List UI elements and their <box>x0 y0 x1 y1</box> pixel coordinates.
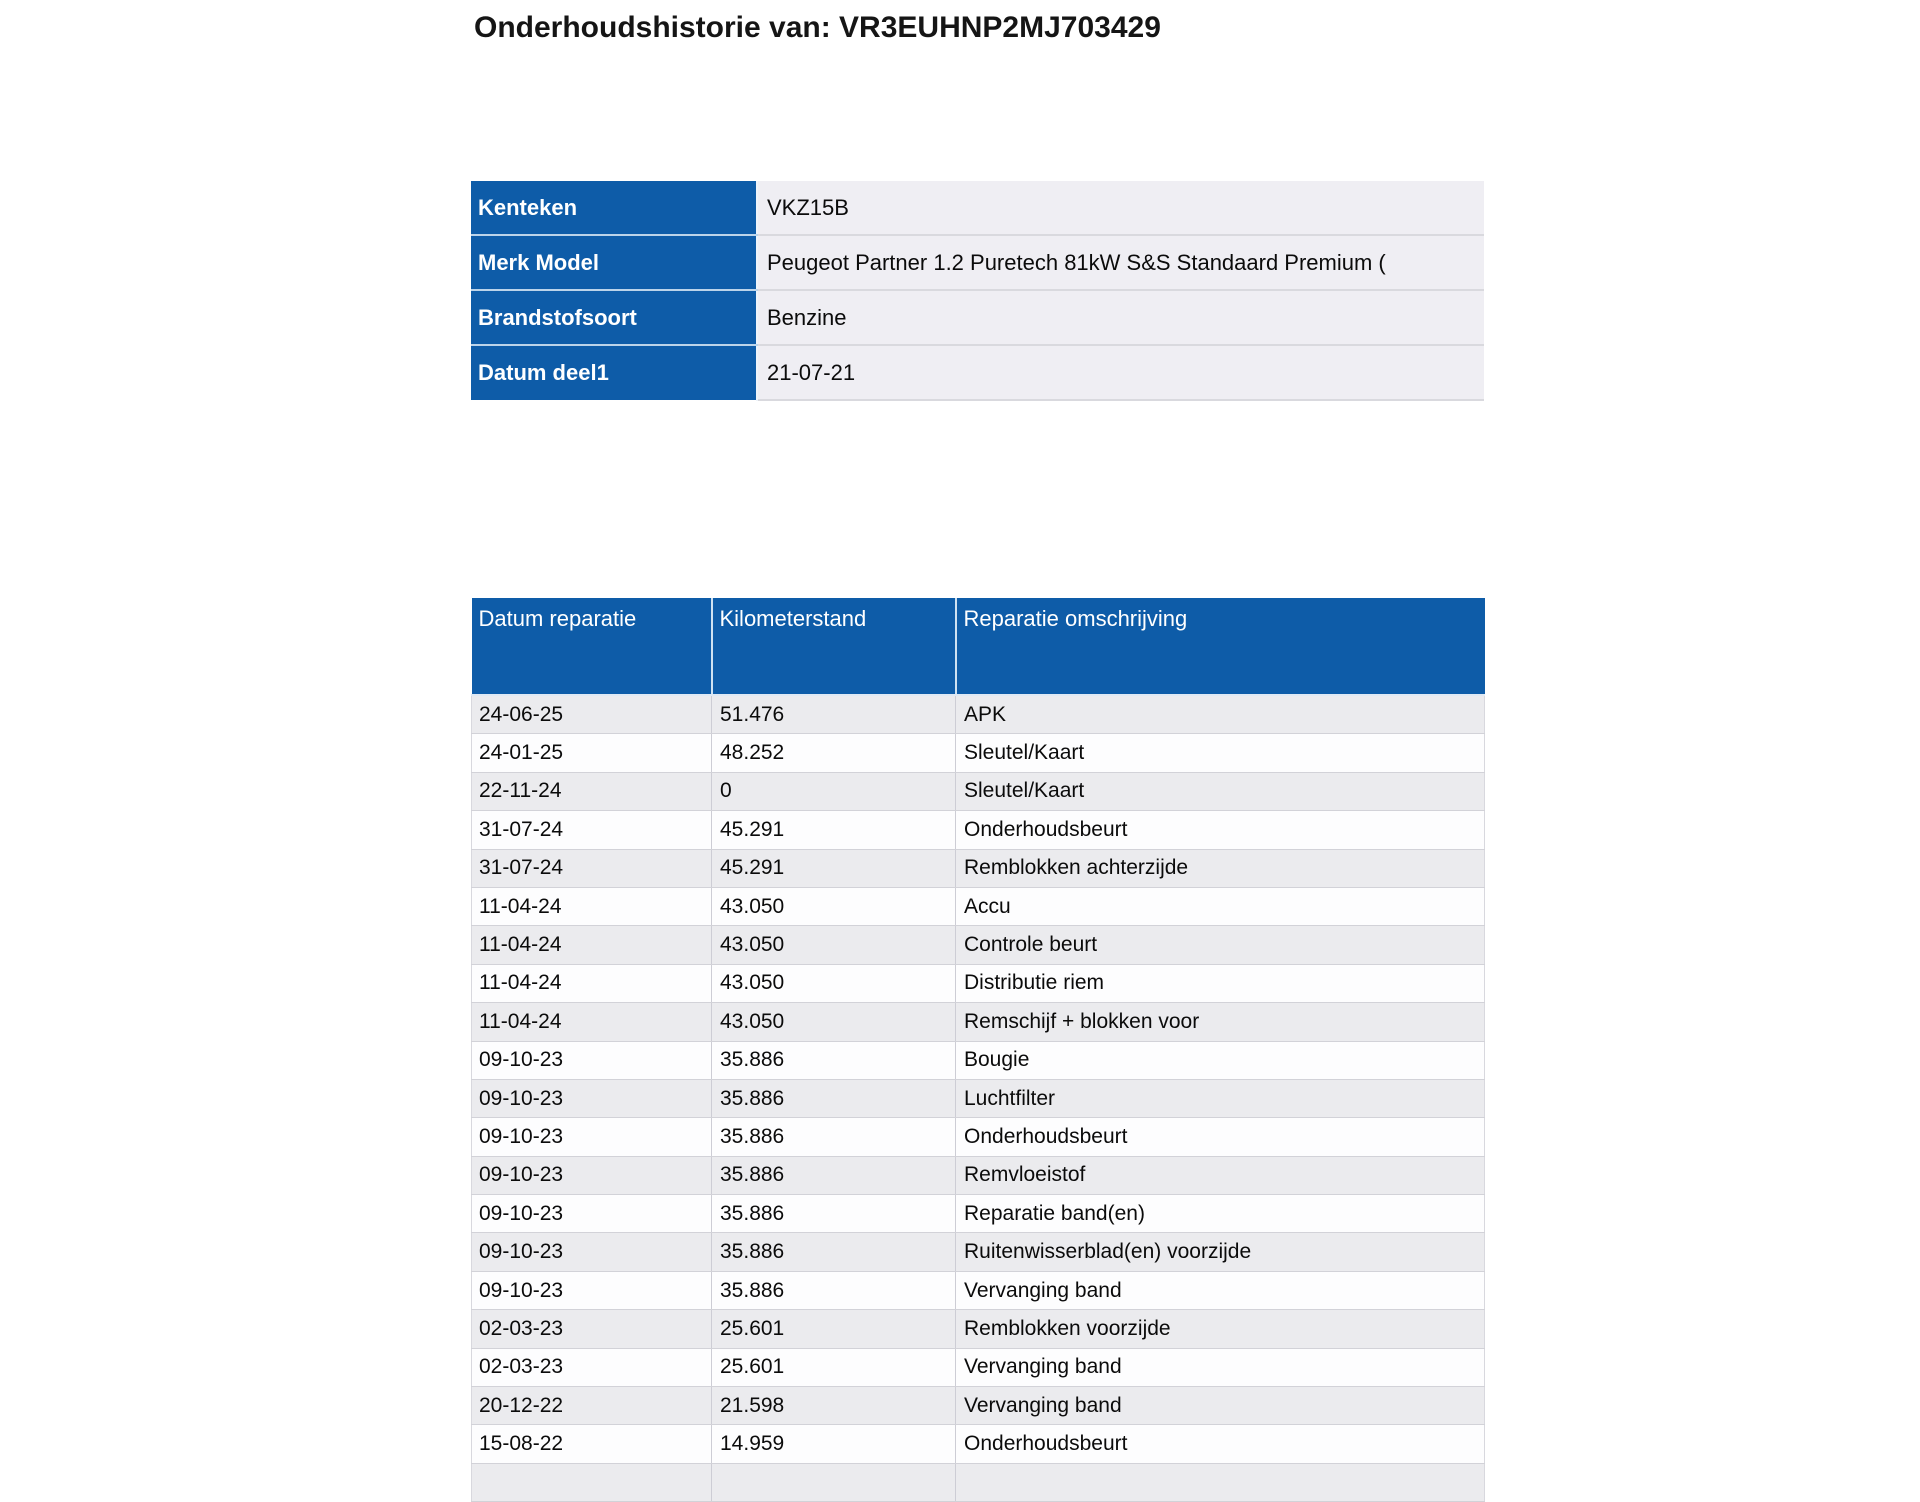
history-cell-description: Bougie <box>956 1041 1485 1079</box>
history-cell-date: 09-10-23 <box>472 1233 712 1271</box>
history-header-row <box>472 598 1485 695</box>
history-row <box>472 1233 1485 1271</box>
history-row <box>472 811 1485 849</box>
history-row <box>472 734 1485 772</box>
history-cell-km: 45.291 <box>712 811 956 849</box>
history-cell-date: 09-10-23 <box>472 1271 712 1309</box>
vehicle-info-row <box>471 181 1484 235</box>
history-cell-date: 11-04-24 <box>472 964 712 1002</box>
history-cell-description: Ruitenwisserblad(en) voorzijde <box>956 1233 1485 1271</box>
history-cell-description: Remvloeistof <box>956 1156 1485 1194</box>
history-cell-description: Sleutel/Kaart <box>956 772 1485 810</box>
history-cell-description: Vervanging band <box>956 1271 1485 1309</box>
vehicle-info-row <box>471 345 1484 400</box>
history-cell-date: 31-07-24 <box>472 811 712 849</box>
history-cell-description: Distributie riem <box>956 964 1485 1002</box>
history-row-clipped <box>472 1463 1485 1501</box>
history-row <box>472 695 1485 734</box>
history-cell-km: 35.886 <box>712 1233 956 1271</box>
history-cell-date: 02-03-23 <box>472 1348 712 1386</box>
history-cell-description: Remblokken voorzijde <box>956 1310 1485 1348</box>
history-row <box>472 1118 1485 1156</box>
history-cell-km: 43.050 <box>712 1003 956 1041</box>
vehicle-info-label: Merk Model <box>471 235 757 290</box>
history-cell-description: Controle beurt <box>956 926 1485 964</box>
history-cell-km: 48.252 <box>712 734 956 772</box>
history-row <box>472 1271 1485 1309</box>
history-cell-empty <box>956 1463 1485 1501</box>
history-cell-km: 35.886 <box>712 1041 956 1079</box>
vehicle-info-table <box>471 181 1484 401</box>
history-cell-date: 09-10-23 <box>472 1195 712 1233</box>
history-col-datum-reparatie: Datum reparatie <box>472 598 712 695</box>
history-cell-km: 35.886 <box>712 1118 956 1156</box>
history-cell-date: 09-10-23 <box>472 1118 712 1156</box>
history-cell-km: 43.050 <box>712 887 956 925</box>
history-table <box>471 598 1485 1502</box>
history-row <box>472 1156 1485 1194</box>
history-table-header <box>472 598 1485 695</box>
vehicle-info-label: Datum deel1 <box>471 345 757 400</box>
history-cell-description: Remblokken achterzijde <box>956 849 1485 887</box>
history-cell-km: 43.050 <box>712 926 956 964</box>
history-cell-date: 11-04-24 <box>472 1003 712 1041</box>
history-cell-description: Remschijf + blokken voor <box>956 1003 1485 1041</box>
history-col-reparatie-omschrijving: Reparatie omschrijving <box>956 598 1485 695</box>
history-cell-km: 14.959 <box>712 1425 956 1463</box>
history-cell-description: Onderhoudsbeurt <box>956 1425 1485 1463</box>
history-cell-date: 02-03-23 <box>472 1310 712 1348</box>
history-cell-km: 35.886 <box>712 1079 956 1117</box>
history-cell-description: APK <box>956 695 1485 734</box>
vehicle-info-label: Brandstofsoort <box>471 290 757 345</box>
history-cell-km: 21.598 <box>712 1387 956 1425</box>
history-cell-description: Luchtfilter <box>956 1079 1485 1117</box>
history-cell-km: 43.050 <box>712 964 956 1002</box>
history-cell-date: 15-08-22 <box>472 1425 712 1463</box>
history-cell-date: 09-10-23 <box>472 1156 712 1194</box>
history-cell-km: 35.886 <box>712 1271 956 1309</box>
history-row <box>472 1310 1485 1348</box>
history-row <box>472 1195 1485 1233</box>
history-cell-km: 0 <box>712 772 956 810</box>
history-cell-description: Reparatie band(en) <box>956 1195 1485 1233</box>
vehicle-info-value: Peugeot Partner 1.2 Puretech 81kW S&S Standaard Premium ( <box>757 235 1484 290</box>
history-cell-date: 09-10-23 <box>472 1079 712 1117</box>
history-cell-km: 25.601 <box>712 1348 956 1386</box>
history-cell-km: 25.601 <box>712 1310 956 1348</box>
history-row <box>472 926 1485 964</box>
history-cell-description: Vervanging band <box>956 1387 1485 1425</box>
vehicle-info-label: Kenteken <box>471 181 757 235</box>
history-row <box>472 887 1485 925</box>
history-col-kilometerstand: Kilometerstand <box>712 598 956 695</box>
history-cell-date: 24-01-25 <box>472 734 712 772</box>
history-row <box>472 849 1485 887</box>
page-title: Onderhoudshistorie van: VR3EUHNP2MJ703429 <box>474 11 1161 44</box>
history-cell-date: 31-07-24 <box>472 849 712 887</box>
vehicle-info-value: VKZ15B <box>757 181 1484 235</box>
vehicle-info-row <box>471 235 1484 290</box>
vehicle-info-row <box>471 290 1484 345</box>
history-row <box>472 772 1485 810</box>
history-row <box>472 1387 1485 1425</box>
history-row <box>472 964 1485 1002</box>
history-row <box>472 1079 1485 1117</box>
history-cell-km: 35.886 <box>712 1195 956 1233</box>
vehicle-info-value: 21-07-21 <box>757 345 1484 400</box>
history-cell-date: 11-04-24 <box>472 887 712 925</box>
history-cell-description: Onderhoudsbeurt <box>956 811 1485 849</box>
history-cell-km: 35.886 <box>712 1156 956 1194</box>
history-cell-description: Accu <box>956 887 1485 925</box>
history-row <box>472 1003 1485 1041</box>
history-cell-date: 24-06-25 <box>472 695 712 734</box>
history-cell-km: 45.291 <box>712 849 956 887</box>
history-cell-description: Sleutel/Kaart <box>956 734 1485 772</box>
history-cell-empty <box>472 1463 712 1501</box>
history-cell-empty <box>712 1463 956 1501</box>
history-cell-km: 51.476 <box>712 695 956 734</box>
history-row <box>472 1041 1485 1079</box>
history-row <box>472 1425 1485 1463</box>
history-cell-date: 20-12-22 <box>472 1387 712 1425</box>
history-cell-date: 22-11-24 <box>472 772 712 810</box>
history-row <box>472 1348 1485 1386</box>
history-cell-description: Onderhoudsbeurt <box>956 1118 1485 1156</box>
history-cell-date: 09-10-23 <box>472 1041 712 1079</box>
vehicle-info-value: Benzine <box>757 290 1484 345</box>
history-cell-description: Vervanging band <box>956 1348 1485 1386</box>
history-cell-date: 11-04-24 <box>472 926 712 964</box>
